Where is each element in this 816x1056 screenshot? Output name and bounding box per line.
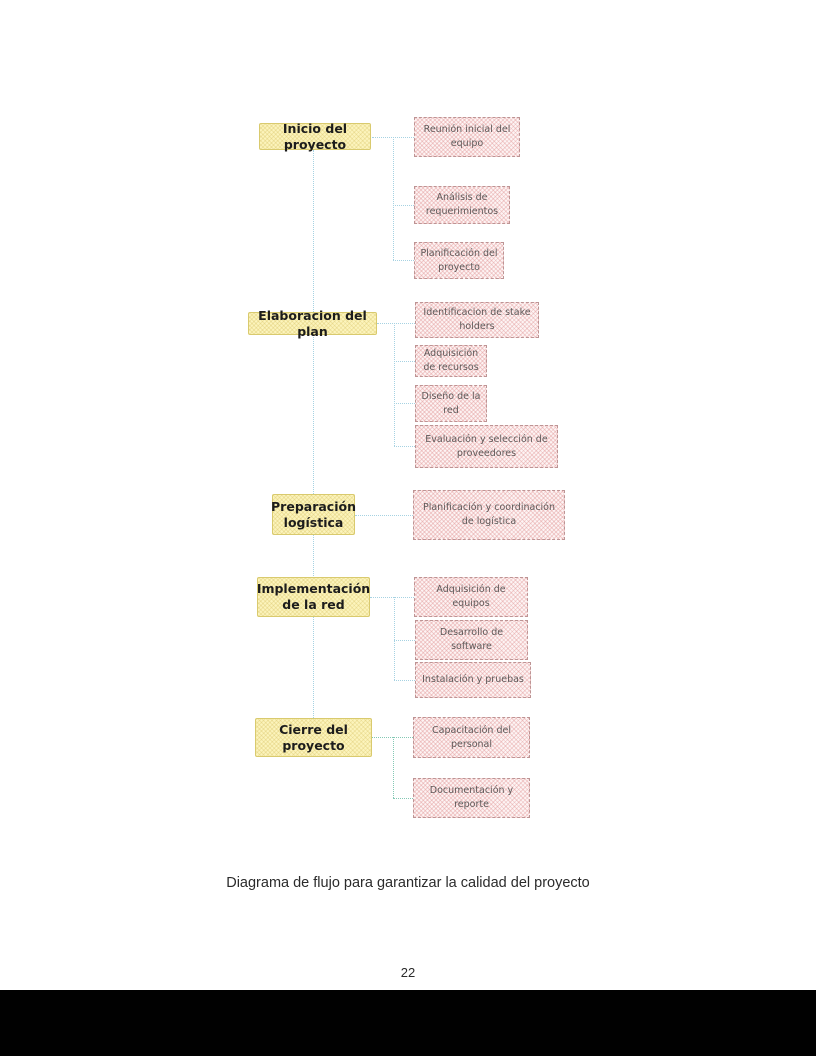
- task-box: [415, 425, 558, 468]
- phase-box-preparacion-logistica: [272, 494, 355, 535]
- task-box: [415, 620, 528, 660]
- task-label: Planificación y coordinación de logística: [422, 502, 556, 527]
- connector-line: [394, 403, 415, 404]
- task-label: Evaluación y selección de proveedores: [425, 433, 548, 459]
- connector-line: [394, 680, 415, 681]
- connector-line: [355, 515, 413, 516]
- connector-line: [394, 361, 415, 362]
- task-box: [414, 242, 504, 279]
- connector-line: [394, 323, 395, 446]
- connector-line: [393, 260, 414, 261]
- task-label: Capacitación del personal: [432, 724, 511, 750]
- connector-line: [393, 205, 414, 206]
- task-box: [414, 117, 520, 157]
- connector-line: [394, 446, 415, 447]
- task-label: Identificacion de stake holders: [423, 307, 531, 332]
- phase-box-cierre-del-proyecto: [255, 718, 372, 757]
- page-number: 22: [400, 965, 416, 980]
- task-label: Instalación y pruebas: [422, 674, 524, 686]
- phase-label: Cierre del proyecto: [279, 721, 348, 753]
- phase-box-elaboracion-del-plan: [248, 307, 377, 339]
- task-box: [414, 577, 528, 617]
- phase-label: Inicio del proyecto: [282, 120, 348, 152]
- task-box: [413, 490, 565, 540]
- connector-line: [370, 597, 414, 598]
- phase-label: Elaboracion del plan: [258, 307, 367, 339]
- phase-box-implementacion-de-la-red: [257, 577, 370, 617]
- task-label: Adquisición de equipos: [436, 584, 506, 609]
- letterbox-bar: [0, 990, 816, 1056]
- task-label: Desarrollo de software: [439, 627, 504, 652]
- connector-line: [393, 737, 394, 798]
- task-box: [415, 302, 539, 338]
- task-label: Diseño de la red: [421, 390, 481, 416]
- task-box: [415, 662, 531, 698]
- phase-box-inicio-del-proyecto: [259, 120, 371, 152]
- task-box: [415, 385, 487, 422]
- task-box: [415, 345, 487, 377]
- task-box: [413, 778, 530, 818]
- task-box: [414, 186, 510, 224]
- phase-label: Preparación logística: [271, 498, 356, 530]
- phase-spine-connector-line: [313, 150, 314, 718]
- task-box: [413, 717, 530, 758]
- task-label: Análisis de requerimientos: [425, 192, 499, 217]
- task-label: Adquisición de recursos: [423, 348, 479, 373]
- task-label: Documentación y reporte: [429, 785, 514, 810]
- phase-label: Implementación de la red: [256, 581, 371, 612]
- connector-line: [394, 640, 415, 641]
- connector-line: [394, 597, 395, 680]
- connector-line: [393, 798, 413, 799]
- connector-line: [393, 137, 394, 260]
- connector-line: [377, 323, 415, 324]
- task-label: Reunión inicial del equipo: [423, 124, 511, 149]
- task-label: Planificación del proyecto: [420, 247, 498, 273]
- figure-caption: Diagrama de flujo para garantizar la calidad del proyecto: [226, 875, 590, 891]
